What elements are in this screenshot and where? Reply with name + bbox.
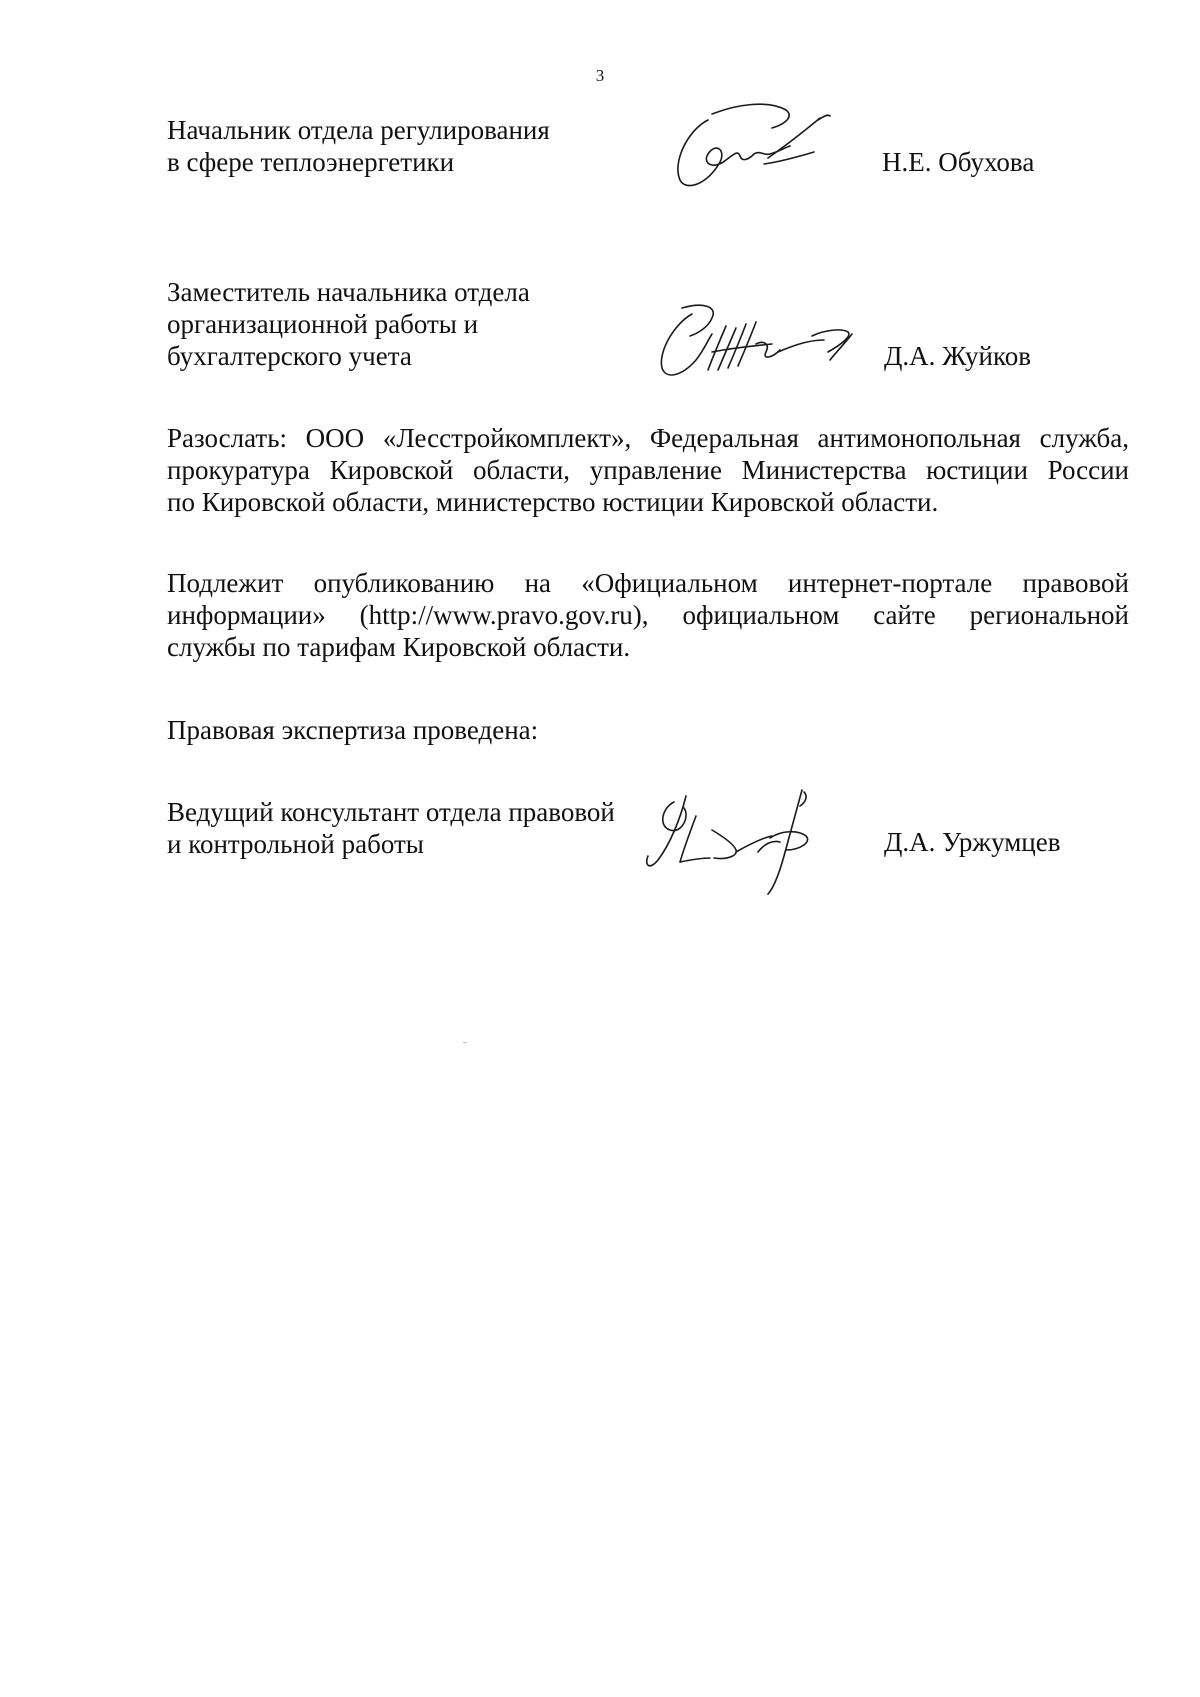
signatory-title-zhuikov: [167, 276, 530, 372]
signatory-name-zhuikov: Д.А. Жуйков: [884, 341, 1031, 371]
distribution-paragraph: [167, 422, 1129, 518]
title-line: и контрольной работы: [167, 829, 424, 859]
paragraph-line: службы по тарифам Кировской области.: [167, 632, 631, 662]
title-line: организационной работы и: [167, 309, 479, 339]
signatory-title-urzhumtsev: [167, 796, 615, 860]
paragraph-line: по Кировской области, министерство юстиции Кировской области.: [167, 487, 939, 517]
signature-zhuikov: [652, 300, 882, 386]
publication-paragraph: [167, 567, 1129, 663]
signature-obukhova: [668, 100, 858, 196]
signatory-name-urzhumtsev: Д.А. Уржумцев: [884, 827, 1061, 857]
signatory-title-obukhova: [167, 114, 550, 178]
legal-review-statement: Правовая экспертиза проведена:: [167, 715, 539, 745]
title-line: Начальник отдела регулирования: [167, 115, 550, 145]
title-line: Ведущий консультант отдела правовой: [167, 797, 615, 827]
page-number: 3: [595, 66, 605, 85]
title-line: в сфере теплоэнергетики: [167, 147, 455, 177]
scan-speck: [463, 1042, 467, 1043]
title-line: Заместитель начальника отдела: [167, 277, 530, 307]
title-line: бухгалтерского учета: [167, 341, 412, 371]
paragraph-line: Подлежит опубликованию на «Официальном интернет-портале правовой: [167, 568, 1129, 598]
signature-urzhumtsev: [640, 786, 830, 896]
paragraph-line: информации» (http://www.pravo.gov.ru), официальном сайте региональной: [167, 600, 1129, 630]
signatory-name-obukhova: Н.Е. Обухова: [882, 147, 1035, 177]
paragraph-line: прокуратура Кировской области, управление Министерства юстиции России: [167, 455, 1129, 485]
paragraph-line: Разослать: ООО «Лесстройкомплект», Федеральная антимонопольная служба,: [167, 423, 1129, 453]
